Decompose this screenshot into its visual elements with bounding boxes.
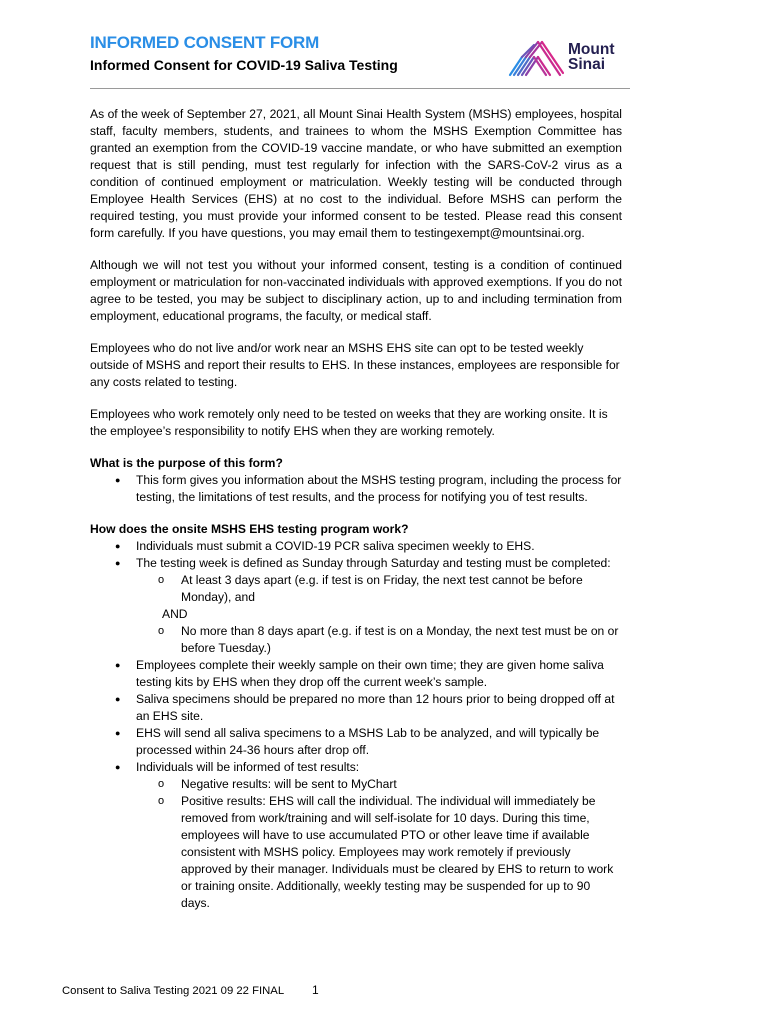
sub-list [136,572,622,606]
circle-bullet-icon: o [158,778,165,790]
program-heading: How does the onsite MSHS EHS testing program work? [90,522,409,536]
form-subtitle: Informed Consent for COVID-19 Saliva Testing [90,57,398,73]
header-divider [90,88,630,89]
logo-word-sinai: Sinai [568,56,606,73]
list-item: ● Employees complete their weekly sample on their own time; they are given home saliva testing kits by EHS when they drop off the current week’s sample. [115,658,604,689]
sub-list-item: o At least 3 days apart (e.g. if test is on Friday, the next test cannot be before Monday), and [158,573,583,604]
bullet-icon: ● [115,694,121,704]
intro-paragraph-2: Although we will not test you without your informed consent, testing is a condition of continued employment or matriculation for non-vaccinated individuals with approved exemptions. If you do not agree to be tested, you may be subject to disciplinary action, up to and including termination from employment, educational programs, the faculty, or medical staff. [90,258,622,323]
list-item: ● EHS will send all saliva specimens to a MSHS Lab to be analyzed, and will typically be processed within 24-36 hours after drop off. [115,726,600,757]
sub-list [136,776,622,912]
circle-bullet-icon: o [158,795,165,807]
intro-paragraph-3: Employees who do not live and/or work near an MSHS EHS site can opt to be tested weekly outside of MSHS and report their results to EHS. In these instances, employees are responsible for any costs related to testing. [90,341,620,389]
bullet-icon: ● [115,728,121,738]
sub-list-item: o No more than 8 days apart (e.g. if test is on a Monday, the next test must be on or before Tuesday.) [158,624,619,655]
bullet-icon: ● [115,475,121,485]
list-item: ● Individuals will be informed of test results: o Negative results: will be sent to MyChart o Positive results: EHS will call the individual. The individual will immediately be removed from work/training and will self-isolate for 10 days. During this time, employees will have to use accumulated PTO or other leave time if available consistent with MSHS policy. Employees may work remotely if previously approved by their manager. Individuals must be cleared by EHS to return to work or training onsite. Additionally, weekly testing may be suspended for up to 90 days. [90,759,622,912]
sub-list [136,623,622,657]
purpose-list [90,472,622,506]
bullet-icon: ● [115,558,121,568]
list-item: ● Saliva specimens should be prepared no more than 12 hours prior to being dropped off at an EHS site. [115,692,615,723]
document-body [90,106,622,927]
sub-list-item: o Positive results: EHS will call the individual. The individual will immediately be removed from work/training and will self-isolate for 10 days. During this time, employees will have to use accumulated PTO or other leave time if available consistent with MSHS policy. Employees may work remotely if previously approved by their manager. Individuals must be cleared by EHS to return to work or training onsite. Additionally, weekly testing may be suspended for up to 90 days. [158,794,614,910]
intro-paragraph-1: As of the week of September 27, 2021, all Mount Sinai Health System (MSHS) employees, hospital staff, faculty members, students, and trainees to whom the MSHS Exemption Committee has granted an exemption from the COVID-19 vaccine mandate, or who have submitted an exemption request that is still pending, must test regularly for infection with the SARS-CoV-2 virus as a condition of continued employment or matriculation. Weekly testing will be conducted through Employee Health Services (EHS) at no cost to the individual. Before MSHS can perform the required testing, you must provide your informed consent to be tested. Please read this consent form carefully. If you have questions, you may email them to testingexempt@mountsinai.org. [90,107,622,240]
sub-list-item: o Negative results: will be sent to MyChart [158,777,397,791]
page-number: 1 [312,983,319,997]
form-title: INFORMED CONSENT FORM [90,33,320,52]
circle-bullet-icon: o [158,574,165,586]
bullet-icon: ● [115,541,121,551]
mount-sinai-logo [508,37,623,79]
list-item: ● Individuals must submit a COVID-19 PCR saliva specimen weekly to EHS. [115,539,535,553]
circle-bullet-icon: o [158,625,165,637]
purpose-heading: What is the purpose of this form? [90,456,283,470]
footer-doc-id: Consent to Saliva Testing 2021 09 22 FINAL [62,985,285,997]
logo-word-mount: Mount [568,41,615,58]
list-item: ● The testing week is defined as Sunday through Saturday and testing must be completed: o At least 3 days apart (e.g. if test is on Friday, the next test cannot be before Monday), and AND o No more than 8 days apart (e.g. if test is on a Monday, the next test must be on or before Tuesday.) [90,555,622,657]
mount-sinai-logo-icon [508,37,564,79]
bullet-icon: ● [115,660,121,670]
program-list [90,538,622,912]
intro-paragraph-4: Employees who work remotely only need to be tested on weeks that they are working onsite. It is the employee’s responsibility to notify EHS when they are working remotely. [90,407,608,438]
bullet-icon: ● [115,762,121,772]
and-label: AND [162,607,188,621]
list-item: ● This form gives you information about the MSHS testing program, including the process for testing, the limitations of test results, and the process for notifying you of test results. [115,473,622,504]
